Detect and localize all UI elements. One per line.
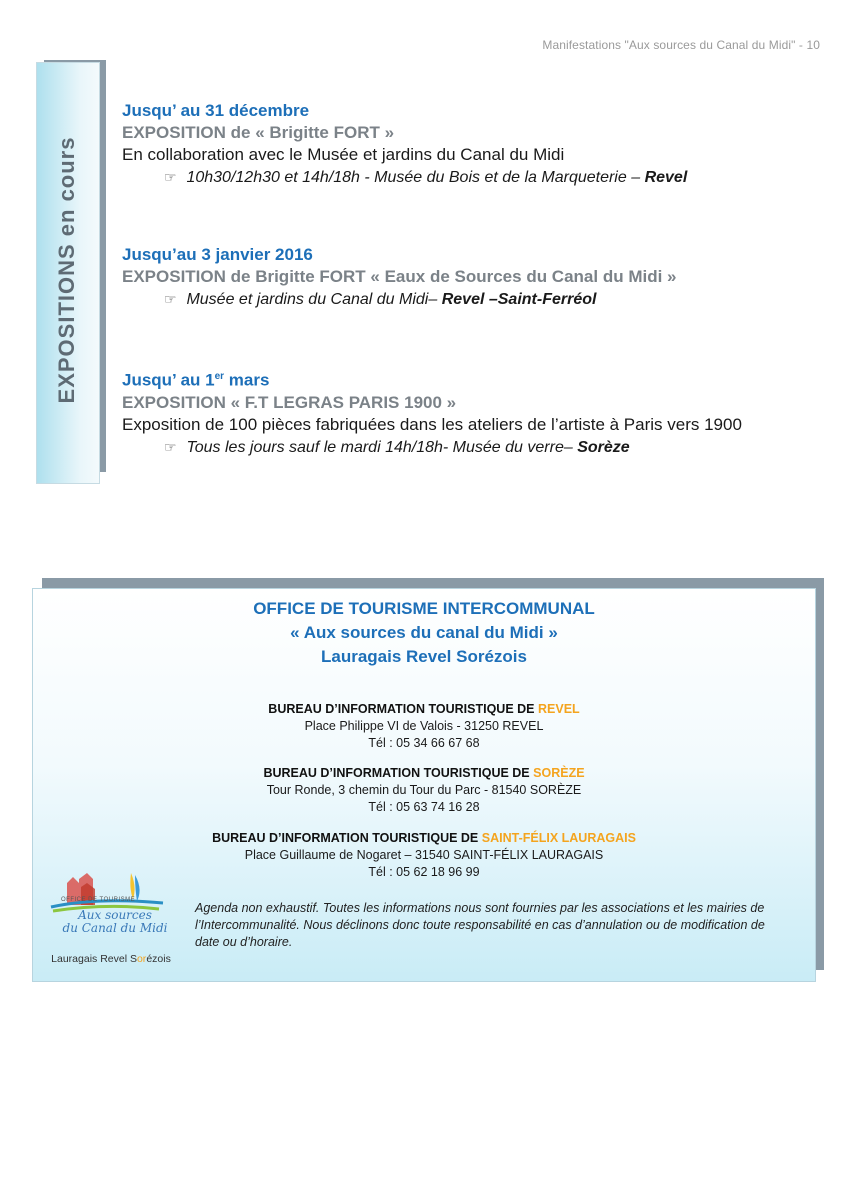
event-date: Jusqu’ au 31 décembre [122, 101, 310, 120]
venue-town: Revel –Saint-Ferréol [441, 291, 597, 308]
running-header: Manifestations "Aux sources du Canal du Midi" - 10 [542, 38, 820, 52]
event-title: EXPOSITION « F.T LEGRAS PARIS 1900 » [122, 392, 457, 412]
bureau-title: BUREAU D’INFORMATION TOURISTIQUE DE SAINT-FÉLIX LAURAGAIS [212, 831, 636, 845]
logo-script: Aux sources du Canal du Midi [62, 908, 168, 935]
event-venue [164, 166, 687, 189]
office-logo [47, 867, 171, 967]
office-box [32, 588, 816, 982]
event-title: EXPOSITION de Brigitte FORT « Eaux de Sources du Canal du Midi » [122, 267, 677, 286]
bureau-revel [33, 701, 815, 752]
logo-tagline: Lauragais Revel Sorézois [51, 953, 171, 965]
office-heading [33, 597, 815, 669]
bureau-town: REVEL [538, 702, 580, 716]
pointing-hand-icon: ☞ [164, 291, 177, 307]
event-date: Jusqu’au 3 janvier 2016 [122, 245, 313, 264]
venue-text: Tous les jours sauf le mardi 14h/18h- Musée du verre– [186, 438, 573, 456]
office-region: Lauragais Revel Sorézois [321, 647, 527, 666]
disclaimer: Agenda non exhaustif. Toutes les informations nous sont fournies par les associations et les mairies de l’Intercommunalité. Nous déclinons donc toute responsabilité en cas d’annulation ou de modification de date ou d’horaire. [195, 901, 765, 949]
bureau-town: SAINT-FÉLIX LAURAGAIS [481, 831, 636, 845]
bureau-phone: Tél : 05 63 74 16 28 [368, 800, 480, 814]
bureau-address: Place Guillaume de Nogaret – 31540 SAINT-FÉLIX LAURAGAIS [244, 848, 604, 862]
event-venue [164, 288, 822, 311]
event-date: Jusqu’ au 1er mars [122, 370, 270, 390]
bureau-soreze [33, 765, 815, 816]
bureau-town: SORÈZE [533, 766, 585, 780]
office-title: OFFICE DE TOURISME INTERCOMMUNAL [253, 599, 595, 618]
bureau-phone: Tél : 05 62 18 96 99 [368, 865, 480, 879]
bureau-phone: Tél : 05 34 66 67 68 [368, 736, 480, 750]
event-item [122, 366, 822, 459]
bureau-address: Place Philippe VI de Valois - 31250 REVEL [304, 719, 544, 733]
pointing-hand-icon: ☞ [164, 438, 177, 455]
event-item [122, 244, 822, 311]
venue-text: 10h30/12h30 et 14h/18h - Musée du Bois et de la Marqueterie – [186, 169, 641, 186]
pointing-hand-icon: ☞ [164, 169, 177, 185]
office-subtitle: « Aux sources du canal du Midi » [290, 623, 558, 642]
venue-town: Sorèze [577, 438, 630, 456]
event-title: EXPOSITION de « Brigitte FORT » [122, 123, 395, 142]
event-description: Exposition de 100 pièces fabriquées dans les ateliers de l’artiste à Paris vers 1900 [122, 414, 742, 434]
venue-town: Revel [644, 169, 688, 186]
bureau-address: Tour Ronde, 3 chemin du Tour du Parc - 81540 SORÈZE [266, 783, 582, 797]
event-description: En collaboration avec le Musée et jardins du Canal du Midi [122, 145, 565, 164]
venue-text: Musée et jardins du Canal du Midi– [186, 291, 438, 308]
side-tab-label: EXPOSITIONS en cours [54, 136, 79, 404]
event-venue [164, 436, 822, 459]
logo-small-text: OFFICE DE TOURISME [61, 897, 136, 903]
event-item [122, 100, 687, 189]
bureau-title: BUREAU D’INFORMATION TOURISTIQUE DE REVEL [268, 702, 580, 716]
bureau-title: BUREAU D’INFORMATION TOURISTIQUE DE SORÈZE [263, 766, 585, 780]
